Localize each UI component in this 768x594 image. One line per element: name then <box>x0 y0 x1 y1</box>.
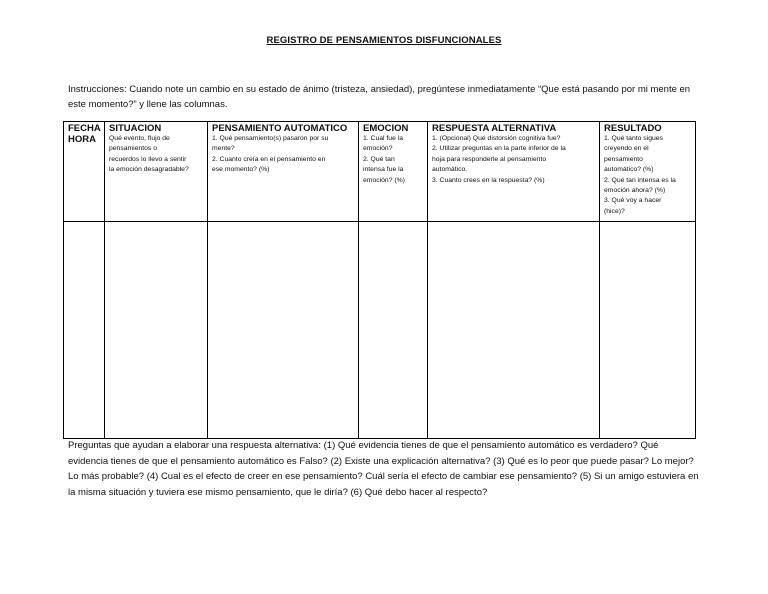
instructions-text: Instrucciones: Cuando note un cambio en su estado de ánimo (tristeza, ansiedad), pregúntese inmediatamente “Que está pasando por mi mente en este momento?” y llene las columnas. <box>68 84 691 110</box>
entry-cell-fecha-hora[interactable] <box>64 222 105 439</box>
table-entry-row <box>64 222 696 439</box>
table-header-row <box>64 122 696 222</box>
column-instructions: Qué evento, flujo de pensamientos o recuerdos lo llevo a sentir la emoción desagradable? <box>109 135 189 174</box>
column-respuesta-alternativa <box>428 122 600 222</box>
entry-cell-resultado[interactable] <box>600 222 696 439</box>
column-heading: RESULTADO <box>604 123 662 134</box>
entry-cell-respuesta-alternativa[interactable] <box>428 222 600 439</box>
column-resultado <box>600 122 696 222</box>
column-instructions: 1. Qué pensamiento(s) pasaron por su mente? 2. Cuanto creía en el pensamiento en ese momento? (%) <box>212 135 329 174</box>
column-heading: RESPUESTA ALTERNATIVA <box>432 123 557 134</box>
column-heading: PENSAMIENTO AUTOMATICO <box>212 123 348 134</box>
column-heading: EMOCION <box>363 123 409 134</box>
entry-cell-pensamiento-automatico[interactable] <box>208 222 359 439</box>
document-title: REGISTRO DE PENSAMIENTOS DISFUNCIONALES <box>266 35 502 46</box>
entry-cell-emocion[interactable] <box>359 222 428 439</box>
column-situacion <box>105 122 208 222</box>
column-fecha-hora <box>64 122 105 222</box>
thought-record-table <box>63 121 696 439</box>
column-heading: FECHA HORA <box>68 123 101 145</box>
helper-questions-text: Preguntas que ayudan a elaborar una respuesta alternativa: (1) Qué evidencia tienes de que el pensamiento automático es verdadero? Qué evidencia tienes de que el pensamiento automático es Falso? (2) Existe una explicación alternativa? (3) Qué es lo peor que puede pasar? Lo mejor? Lo más probable? (4) Cual es el efecto de creer en ese pensamiento? Cuál sería el efecto de cambiar ese pensamiento? (5) Si un amigo estuviera en la misma situación y tuviera ese mismo pensamiento, que le diría? (6) Qué debo hacer al respecto? <box>68 440 699 498</box>
column-heading: SITUACION <box>109 123 162 134</box>
column-instructions: 1. Qué tanto sigues creyendo en el pensamiento automático? (%) 2. Qué tan intensa es la emoción ahora? (%) 3. Qué voy a hacer (hice)? <box>604 135 676 215</box>
entry-cell-situacion[interactable] <box>105 222 208 439</box>
column-emocion <box>359 122 428 222</box>
column-pensamiento-automatico <box>208 122 359 222</box>
column-instructions: 1. (Opcional) Qué distorsión cognitiva fue? 2. Utilizar preguntas en la parte inferior de la hoja para responderle al pensamiento automático. 3. Cuanto crees en la respuesta? (%) <box>432 135 566 184</box>
column-instructions: 1. Cual fue la emoción? 2. Qué tan intensa fue la emoción? (%) <box>363 135 405 184</box>
